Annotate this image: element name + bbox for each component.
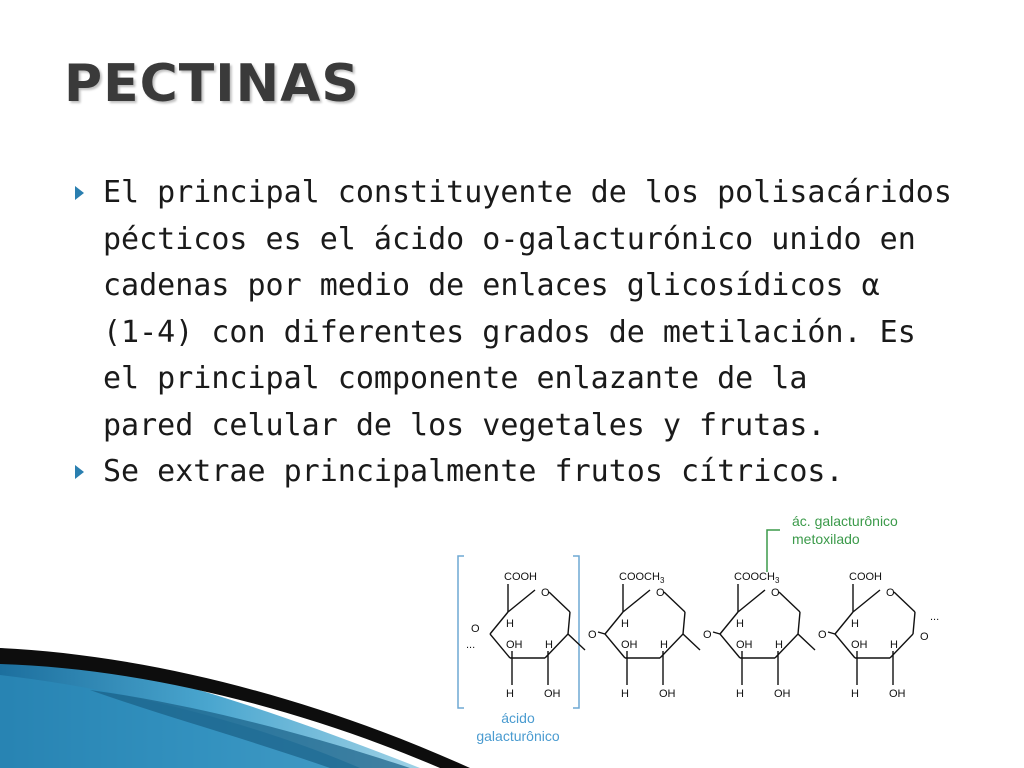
h-label: H	[736, 688, 744, 700]
methyl-annotation-label: ác. galacturônico	[792, 513, 898, 529]
sugar-units	[466, 571, 939, 700]
glycosidic-bond	[828, 632, 835, 634]
bullet-line: el principal componente enlazante de la	[103, 361, 808, 396]
bullet-line: cadenas por medio de enlaces glicosídicos α	[103, 268, 880, 303]
ring-bond	[853, 590, 880, 612]
carboxyl-group-label: COOH	[504, 571, 537, 583]
oh-label: OH	[736, 639, 753, 651]
ring-bond	[568, 612, 570, 634]
glycosidic-oxygen-label: O	[588, 629, 597, 641]
ring-bond	[798, 612, 800, 634]
h-label: H	[851, 688, 859, 700]
glycosidic-bond	[598, 632, 605, 634]
carboxyl-group-label: COOH	[849, 571, 882, 583]
ring-bond	[683, 612, 685, 634]
glycosidic-bond	[683, 634, 700, 650]
chain-continuation-dots: ...	[930, 611, 940, 623]
terminal-oxygen-label: O	[471, 623, 480, 635]
unit-annotation-label: galacturônico	[476, 728, 560, 744]
bullet-line: (1-4) con diferentes grados de metilación. Es	[103, 314, 916, 350]
h-label: H	[736, 618, 744, 630]
h-label: H	[621, 618, 629, 630]
h-label: H	[506, 618, 514, 630]
bullet-line: El principal constituyente de los polisacáridos	[103, 175, 952, 210]
oh-label: OH	[659, 688, 676, 700]
ring-oxygen-label: O	[886, 587, 895, 599]
h-label: H	[621, 688, 629, 700]
ring-oxygen-label: O	[771, 587, 780, 599]
ring-bond	[738, 590, 765, 612]
ring-bond	[894, 592, 915, 612]
ring-oxygen-label: O	[656, 587, 665, 599]
bullet-line: Se extrae principalmente frutos cítricos.	[103, 454, 844, 489]
chain-continuation-dots: ...	[466, 639, 476, 651]
ring-bond	[664, 592, 685, 612]
h-label: H	[660, 639, 668, 651]
oh-label: OH	[774, 688, 791, 700]
glycosidic-bond	[713, 632, 720, 634]
bullet-line: pared celular de los vegetales y frutas.	[103, 407, 826, 443]
oh-label: OH	[506, 639, 523, 651]
ring-bond	[549, 592, 570, 612]
glycosidic-bond	[798, 634, 815, 650]
h-label: H	[890, 639, 898, 651]
glycosidic-oxygen-label: O	[818, 629, 827, 641]
ring-oxygen-label: O	[541, 587, 550, 599]
ring-bond	[623, 590, 650, 612]
glycosidic-bond	[568, 634, 585, 650]
oh-label: OH	[621, 639, 638, 651]
methyl-annotation-pointer	[767, 530, 780, 572]
h-label: H	[851, 618, 859, 630]
carboxyl-group-label: $COOCH_3$	[734, 571, 780, 585]
glycosidic-oxygen-label: O	[703, 629, 712, 641]
carboxyl-group-label: $COOCH_3$	[619, 571, 665, 585]
ring-bond	[913, 612, 915, 634]
oh-label: OH	[889, 688, 906, 700]
oh-label: OH	[544, 688, 561, 700]
h-label: H	[506, 688, 514, 700]
unit-annotation-label: ácido	[501, 710, 535, 726]
oh-label: OH	[851, 639, 868, 651]
slide-title: PECTINAS	[64, 54, 360, 114]
bullet-line: pécticos es el ácido o-galacturónico unido en	[103, 221, 916, 257]
ring-bond	[508, 590, 535, 612]
h-label: H	[775, 639, 783, 651]
methyl-annotation-label: metoxilado	[792, 531, 860, 547]
terminal-oxygen-label: O	[920, 631, 929, 643]
h-label: H	[545, 639, 553, 651]
ring-bond	[779, 592, 800, 612]
